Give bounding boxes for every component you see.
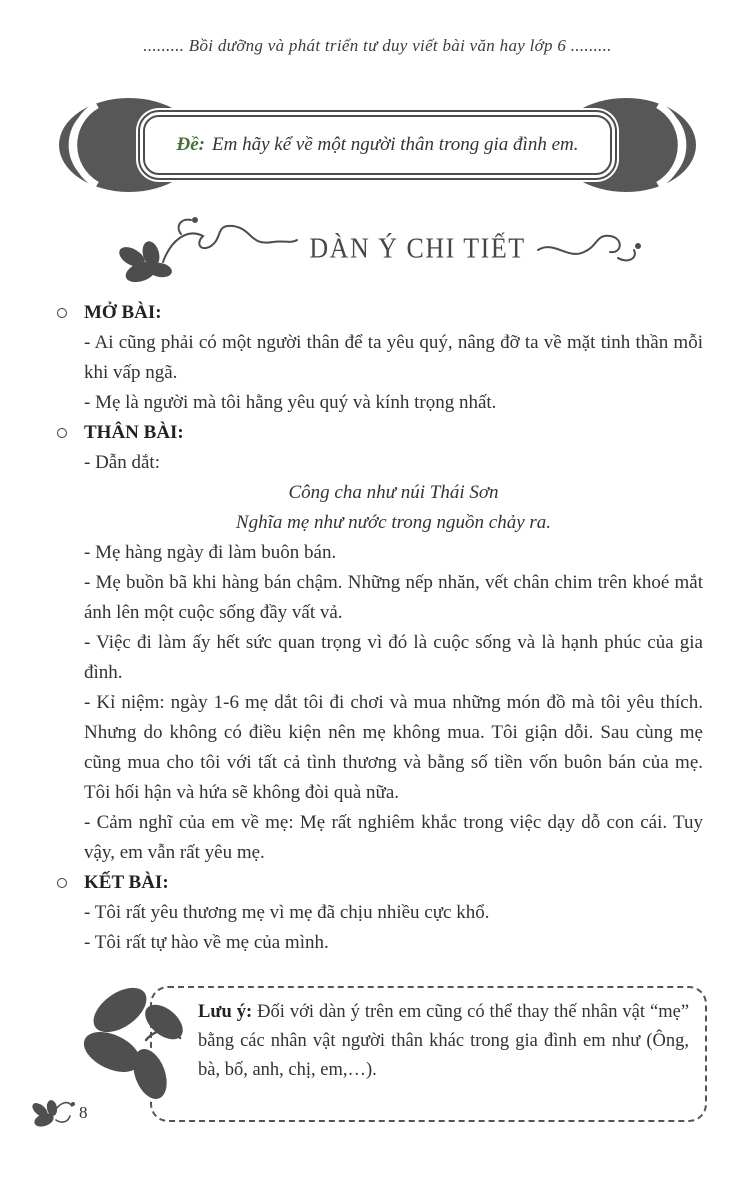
outline <box>0 290 755 958</box>
outline-item: - Tôi rất tự hào về mẹ của mình. <box>84 932 329 953</box>
topic-banner <box>57 96 698 194</box>
flourish-right-icon <box>534 224 644 274</box>
outline-item: - Kỉ niệm: ngày 1-6 mẹ dắt tôi đi chơi và mua những món đồ mà tôi yêu thích. Nhưng do không có điều kiện nên mẹ không mua. Tôi giận dỗi. Sau cùng mẹ cũng mua cho tôi với tất cả tình thương và bằng số tiền vốn buôn bán của mẹ. Tôi hối hận và hứa sẽ không đòi quà nữa. <box>84 692 703 803</box>
outline-item: - Ai cũng phải có một người thân để ta yêu quý, nâng đỡ ta về mặt tinh thần mỗi khi vấp ngã. <box>84 332 703 383</box>
outline-heading-than-bai <box>84 418 703 448</box>
outline-item: - Cảm nghĩ của em về mẹ: Mẹ rất nghiêm khắc trong việc dạy dỗ con cái. Tuy vậy, em vẫn rất yêu mẹ. <box>84 812 703 863</box>
note-text: Đối với dàn ý trên em cũng có thể thay thế nhân vật “mẹ” bằng các nhân vật người thân khác trong gia đình em như (Ông, bà, bố, anh, chị, em,…). <box>198 1002 690 1080</box>
circle-bullet-icon <box>57 308 67 318</box>
flower-flourish-left-icon <box>111 210 301 288</box>
page-number: 8 <box>79 1103 88 1122</box>
outline-heading-mo-bai <box>84 298 703 328</box>
outline-item: - Việc đi làm ấy hết sức quan trọng vì đó là cuộc sống và là hạnh phúc của gia đình. <box>84 632 703 683</box>
footer-flower-icon <box>32 1090 76 1132</box>
outline-item: - Mẹ buồn bã khi hàng bán chậm. Những nếp nhăn, vết chân chim trên khoé mắt ánh lên một cuộc sống đầy vất vả. <box>84 572 703 623</box>
heading-text: KẾT BÀI: <box>84 872 169 893</box>
outline-item: - Mẹ là người mà tôi hằng yêu quý và kính trọng nhất. <box>84 392 497 413</box>
note-label: Lưu ý: <box>198 1002 253 1022</box>
outline-heading-ket-bai <box>84 868 703 898</box>
verse-line: Nghĩa mẹ như nước trong nguồn chảy ra. <box>235 512 552 533</box>
flower-ornament-icon <box>82 980 197 1100</box>
outline-item: - Mẹ hàng ngày đi làm buôn bán. <box>84 542 337 563</box>
outline-item: - Tôi rất yêu thương mẹ vì mẹ đã chịu nhiều cực khổ. <box>84 902 490 923</box>
heading-text: THÂN BÀI: <box>84 422 184 443</box>
topic-label: Đề: <box>176 134 205 155</box>
section-title-row <box>0 208 755 290</box>
note-box <box>150 986 707 1122</box>
verse-line: Công cha như núi Thái Sơn <box>288 482 499 503</box>
circle-bullet-icon <box>57 878 67 888</box>
circle-bullet-icon <box>57 428 67 438</box>
note-section <box>150 986 707 1122</box>
page-footer <box>32 1090 88 1132</box>
running-header: ......... Bồi dưỡng và phát triển tư duy viết bài văn hay lớp 6 ......... <box>143 36 612 55</box>
topic-text: Em hãy kể về một người thân trong gia đình em. <box>212 134 579 155</box>
note-paragraph <box>198 998 689 1085</box>
outline-item: - Dẫn dắt: <box>84 452 160 473</box>
heading-text: MỞ BÀI: <box>84 302 162 323</box>
section-title: DÀN Ý CHI TIẾT <box>309 232 526 265</box>
topic-box <box>143 115 612 175</box>
